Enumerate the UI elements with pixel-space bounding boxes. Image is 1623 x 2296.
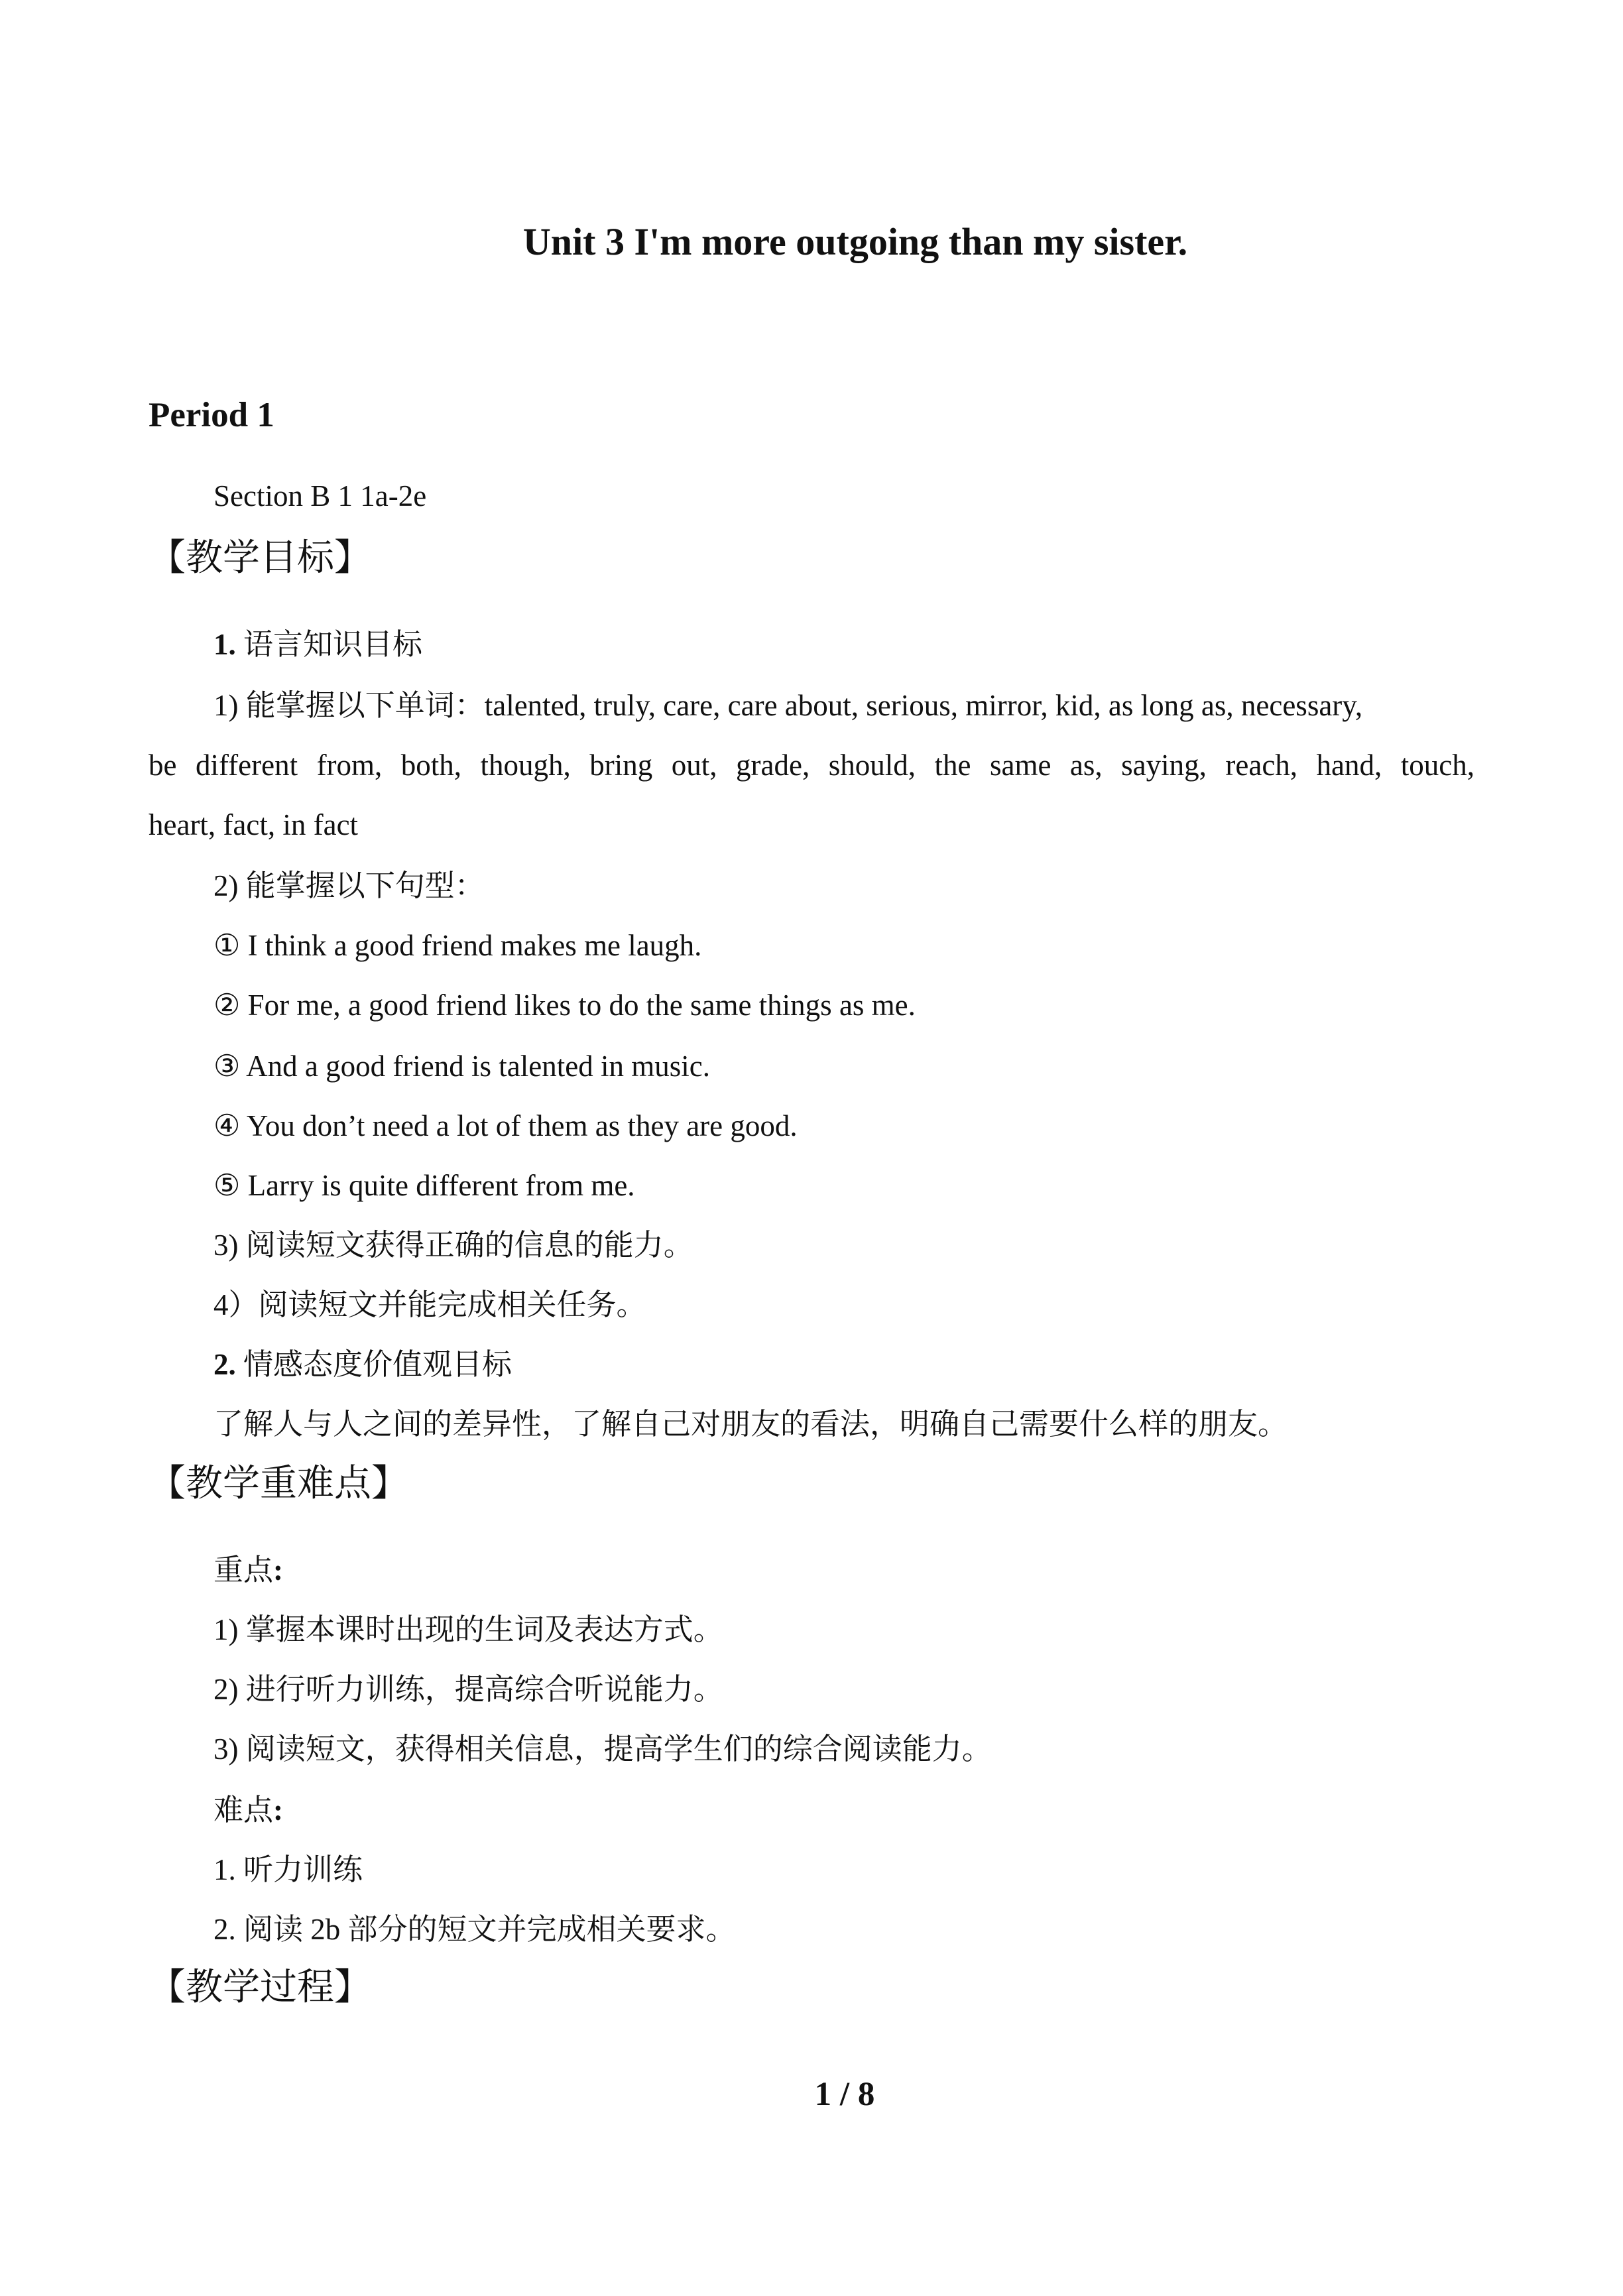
focus-heading: 【教学重难点】 xyxy=(149,1463,408,1504)
difficult-point-item: 1. 听力训练 xyxy=(213,1853,363,1886)
difficult-points-text: 难点 xyxy=(213,1793,274,1827)
process-heading: 【教学过程】 xyxy=(149,1967,371,2008)
knowledge-goal-label: 语言知识目标 xyxy=(243,628,423,661)
document-title: Unit 3 I'm more outgoing than my sister. xyxy=(522,220,1188,263)
period-heading: Period 1 xyxy=(149,396,274,434)
key-points-text: 重点 xyxy=(213,1553,274,1587)
goals-heading: 【教学目标】 xyxy=(149,538,371,579)
key-points-label xyxy=(213,1555,283,1585)
key-point-item: 2) 进行听力训练，提高综合听说能力。 xyxy=(213,1673,723,1706)
sentence-item: ⑤ Larry is quite different from me. xyxy=(213,1169,635,1202)
emotion-goal-text: 了解人与人之间的差异性，了解自己对朋友的看法，明确自己需要什么样的朋友。 xyxy=(213,1408,1288,1441)
sentence-patterns-heading: 2) 能掌握以下句型： xyxy=(213,869,485,902)
key-points-colon: : xyxy=(273,1553,284,1587)
emotion-goal-label: 情感态度价值观目标 xyxy=(243,1348,512,1381)
sentence-item: ③ And a good friend is talented in music. xyxy=(213,1050,710,1083)
knowledge-goal-number: 1. xyxy=(213,628,236,661)
sentence-item: ① I think a good friend makes me laugh. xyxy=(213,929,702,962)
emotion-goal-heading xyxy=(213,1350,512,1380)
section-label: Section B 1 1a-2e xyxy=(213,479,427,513)
vocab-line-1: 1) 能掌握以下单词：talented, truly, care, care about, serious, mirror, kid, as long as, necessary, xyxy=(213,689,1363,722)
key-point-item: 3) 阅读短文，获得相关信息，提高学生们的综合阅读能力。 xyxy=(213,1732,992,1766)
emotion-goal-number: 2. xyxy=(213,1348,236,1381)
difficult-points-label xyxy=(213,1795,283,1825)
difficult-point-item: 2. 阅读 2b 部分的短文并完成相关要求。 xyxy=(213,1913,736,1946)
reading-goal-1: 3) 阅读短文获得正确的信息的能力。 xyxy=(213,1229,693,1262)
sentence-item: ② For me, a good friend likes to do the same things as me. xyxy=(213,989,916,1022)
reading-goal-2: 4）阅读短文并能完成相关任务。 xyxy=(213,1288,646,1321)
sentence-item: ④ You don’t need a lot of them as they are good. xyxy=(213,1109,798,1142)
page-number: 1 / 8 xyxy=(814,2076,875,2113)
knowledge-goal-heading xyxy=(213,630,422,660)
difficult-points-colon: : xyxy=(273,1793,284,1827)
vocab-line-3: heart, fact, in fact xyxy=(149,808,359,841)
key-point-item: 1) 掌握本课时出现的生词及表达方式。 xyxy=(213,1613,723,1646)
vocab-line-2: be different from, both, though, bring out, grade, should, the same as, saying, reach, hand, touch, xyxy=(149,749,1474,782)
